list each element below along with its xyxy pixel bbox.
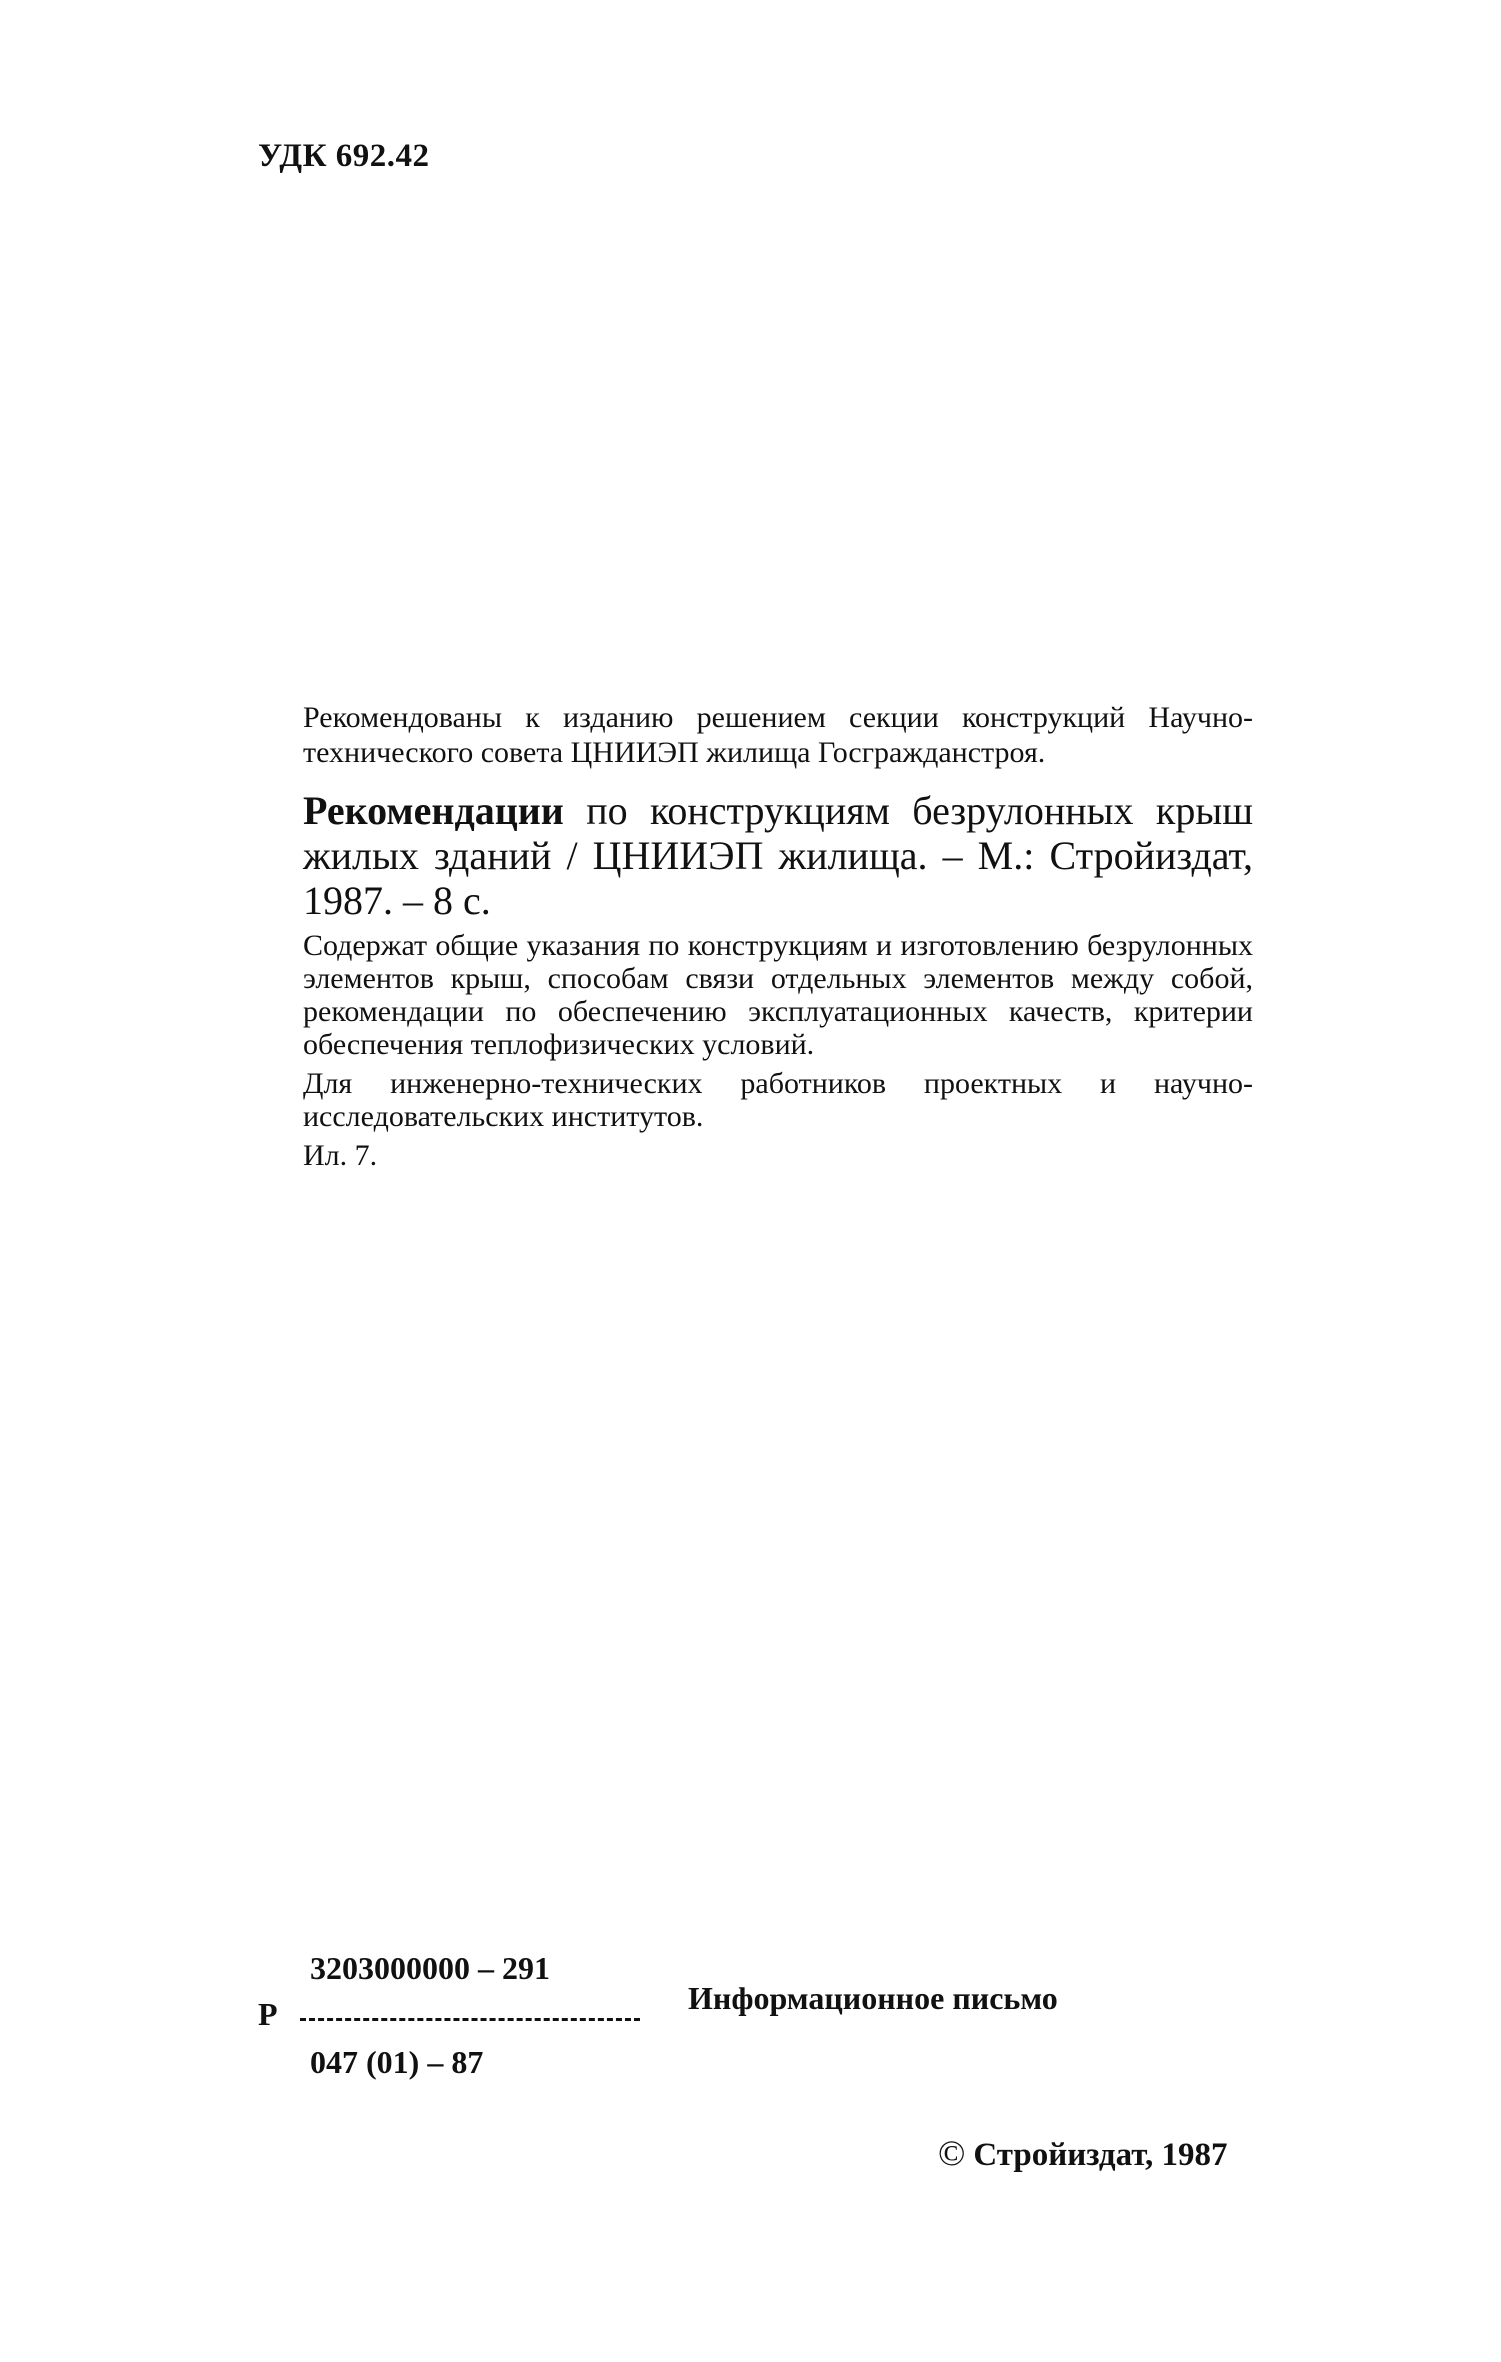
fraction-divider bbox=[300, 2018, 640, 2021]
annotation: Содержат общие указания по конструкциям и изготовлению безрулонных элементов крыш, способам связи отдельных элементов между собой, рекомендации по обеспечению эксплуатационных качеств, критерии обеспечения теплофизических условий. bbox=[303, 929, 1253, 1061]
citation bbox=[303, 788, 1253, 923]
audience-note: Для инженерно-технических работников проектных и научно-исследовательских институтов. bbox=[303, 1067, 1253, 1133]
index-numerator: 3203000000 – 291 bbox=[310, 1950, 550, 1986]
index-denominator: 047 (01) – 87 bbox=[310, 2044, 484, 2080]
copyright-line bbox=[938, 2132, 1227, 2174]
udk-code: УДК 692.42 bbox=[258, 138, 430, 174]
recommendation-note: Рекомендованы к изданию решением секции конструкций Научно-технического совета ЦНИИЭП жилища Госгражданстроя. bbox=[303, 701, 1253, 769]
copyright-text: Стройиздат, 1987 bbox=[973, 2137, 1228, 2173]
copyright-icon: © bbox=[938, 2133, 966, 2173]
index-letter: Р bbox=[258, 1996, 278, 2032]
citation-title-rest: по конструкциям безрулонных крыш жилых зданий / ЦНИИЭП жилища. – М.: Стройиздат, 1987. – 8 с. bbox=[303, 788, 1253, 923]
citation-title-bold: Рекомендации bbox=[303, 788, 564, 833]
publication-type: Информационное письмо bbox=[688, 1980, 1058, 2016]
bibliographic-block bbox=[303, 700, 1253, 1172]
illustrations-count: Ил. 7. bbox=[303, 1139, 378, 1172]
